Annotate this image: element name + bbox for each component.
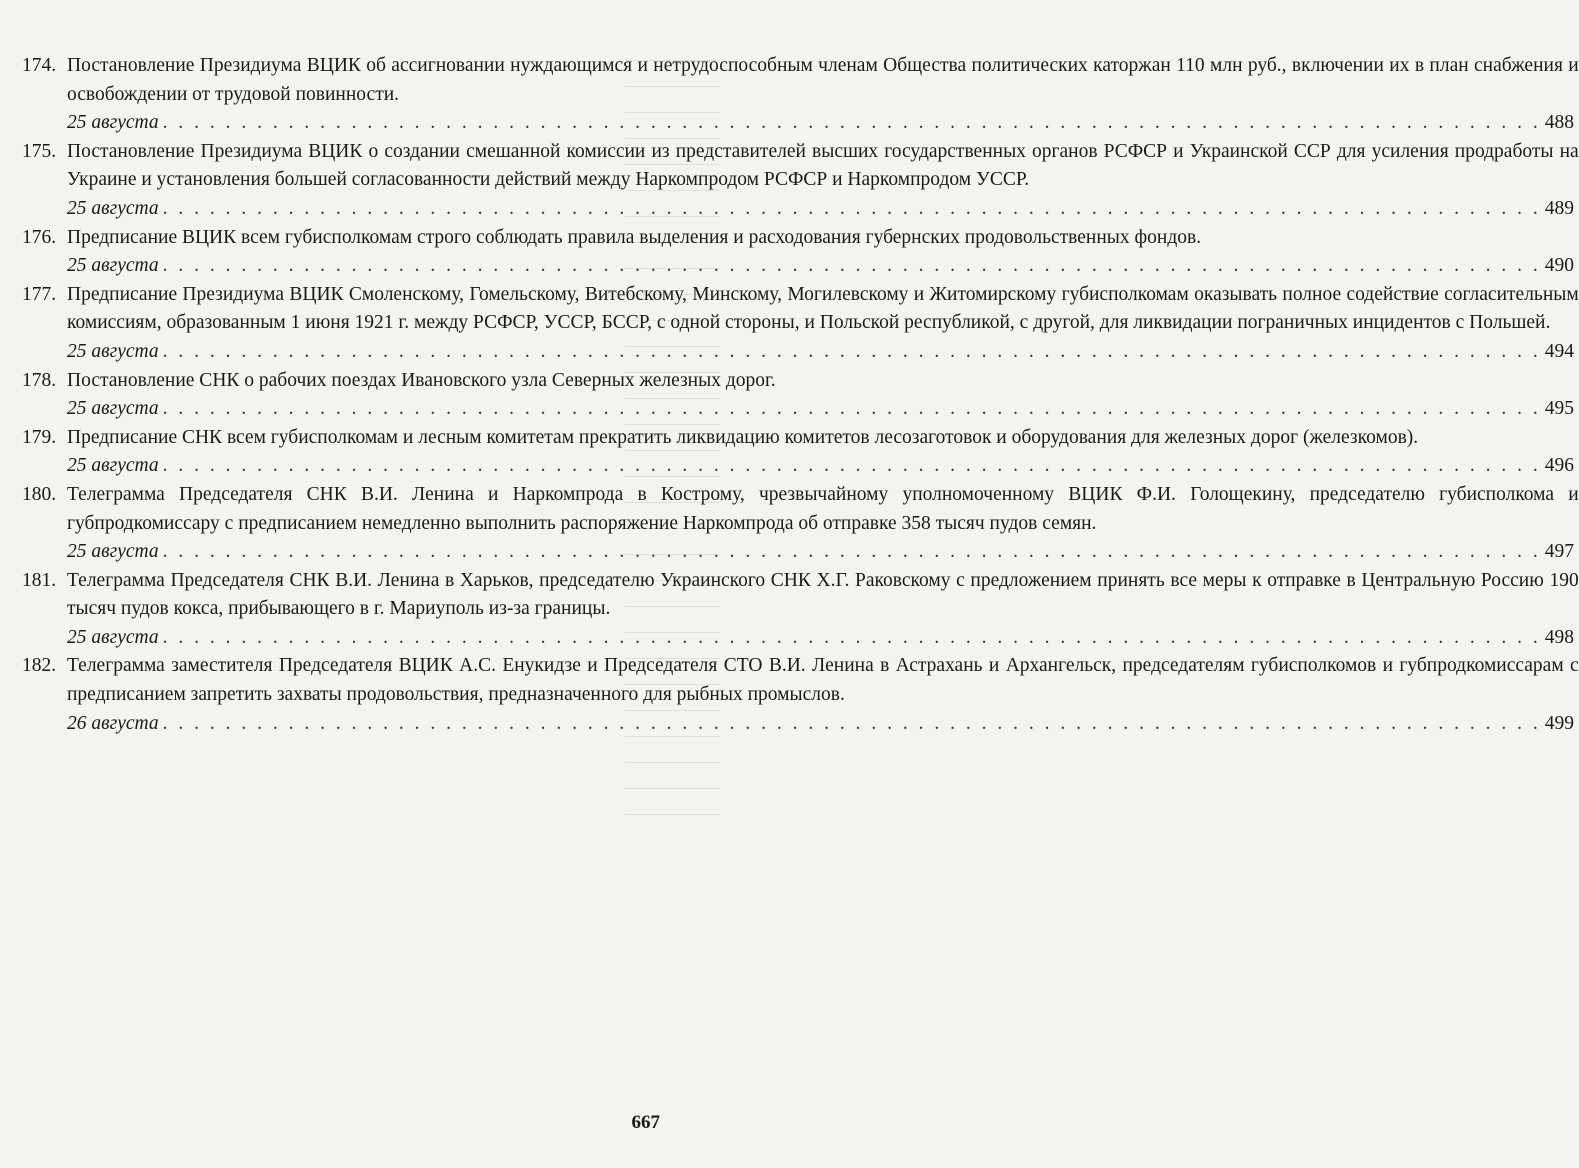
entry-page: 488 <box>1544 112 1574 134</box>
contents-list <box>22 52 1579 738</box>
list-item <box>22 224 1574 281</box>
dot-leader <box>163 452 1541 481</box>
entry-date: 25 августа <box>67 626 159 648</box>
entry-body <box>67 481 1579 567</box>
entry-date: 25 августа <box>67 197 159 219</box>
entry-date: 25 августа <box>67 455 159 477</box>
entry-body <box>67 281 1579 367</box>
entry-number: 175. <box>22 140 57 162</box>
list-item <box>22 281 1579 367</box>
entry-dateline <box>67 338 1579 367</box>
entry-number: 181. <box>22 569 57 591</box>
dot-leader <box>163 338 1541 367</box>
entry-dateline <box>67 109 1579 138</box>
entry-number: 176. <box>22 226 57 248</box>
entry-number: 182. <box>22 655 57 677</box>
list-item <box>22 367 1574 424</box>
entry-body <box>67 52 1579 138</box>
entry-body <box>67 567 1579 653</box>
entry-dateline <box>67 395 1579 424</box>
entry-number: 179. <box>22 426 57 448</box>
dot-leader <box>163 710 1541 739</box>
entry-dateline <box>67 195 1579 224</box>
entry-page: 494 <box>1544 340 1574 362</box>
entry-body <box>67 138 1579 224</box>
dot-leader <box>163 624 1541 653</box>
entry-body <box>67 424 1579 481</box>
entry-dateline <box>67 452 1579 481</box>
entry-date: 25 августа <box>67 112 159 134</box>
entry-number: 180. <box>22 483 57 505</box>
entry-title: Предписание Президиума ВЦИК Смоленскому, Гомельскому, Витебскому, Минскому, Могилевскому и Житомирскому губисполкомам оказывать полное содействие согласительным комиссиям, образованным 1 июня 1921 г. между РСФСР, УССР, БССР, с одной стороны, и Польской республикой, с другой, для ликвидации пограничных инцидентов с Польшей. <box>67 283 1579 334</box>
list-item <box>22 567 1579 653</box>
entry-date: 25 августа <box>67 340 159 362</box>
entry-date: 25 августа <box>67 398 159 420</box>
list-item <box>22 424 1574 481</box>
entry-page: 498 <box>1544 626 1574 648</box>
entry-page: 496 <box>1544 455 1574 477</box>
entry-body <box>67 652 1579 738</box>
entry-dateline <box>67 538 1579 567</box>
entry-dateline <box>67 710 1579 739</box>
list-item <box>22 138 1579 224</box>
entry-body <box>67 367 1579 424</box>
entry-body <box>67 224 1579 281</box>
entry-title: Телеграмма заместителя Председателя ВЦИК А.С. Енукидзе и Председателя СТО В.И. Ленина в Астрахань и Архангельск, председателям губисполкомов и губпродкомиссарам с предписанием запретить захваты продовольствия, предназначенного для рыбных промыслов. <box>67 655 1579 706</box>
entry-title: Постановление Президиума ВЦИК о создании смешанной комиссии из представителей высших государственных органов РСФСР и Украинской ССР для усиления продработы на Украине и установления большей согласованности действий между Наркомпродом РСФСР и Наркомпродом УССР. <box>67 140 1579 191</box>
list-item <box>22 52 1579 138</box>
list-item <box>22 652 1579 738</box>
entry-page: 489 <box>1544 197 1574 219</box>
entry-date: 26 августа <box>67 712 159 734</box>
entry-dateline <box>67 252 1579 281</box>
list-item <box>22 481 1579 567</box>
entry-title: Телеграмма Председателя СНК В.И. Ленина в Харьков, председателю Украинского СНК Х.Г. Раковскому с предложением принять все меры к отправке в Центральную Россию 190 тысяч пудов кокса, прибывающего в г. Мариуполь из-за границы. <box>67 569 1579 620</box>
entry-title: Постановление СНК о рабочих поездах Ивановского узла Северных железных дорог. <box>67 369 776 391</box>
dot-leader <box>163 109 1541 138</box>
entry-title: Предписание СНК всем губисполкомам и лесным комитетам прекратить ликвидацию комитетов лесозаготовок и оборудования для железных дорог (железкомов). <box>67 426 1419 448</box>
entry-dateline <box>67 624 1579 653</box>
dot-leader <box>163 395 1541 424</box>
dot-leader <box>163 538 1541 567</box>
entry-page: 497 <box>1544 541 1574 563</box>
dot-leader <box>163 195 1541 224</box>
entry-page: 499 <box>1544 712 1574 734</box>
entry-date: 25 августа <box>67 255 159 277</box>
entry-title: Предписание ВЦИК всем губисполкомам строго соблюдать правила выделения и расходования губернских продовольственных фондов. <box>67 226 1202 248</box>
entry-number: 174. <box>22 55 57 76</box>
entry-page: 490 <box>1544 255 1574 277</box>
page-number: 667 <box>631 1112 660 1133</box>
entry-page: 495 <box>1544 398 1574 420</box>
entry-number: 178. <box>22 369 57 391</box>
dot-leader <box>163 252 1541 281</box>
entry-number: 177. <box>22 283 57 305</box>
entry-title: Телеграмма Председателя СНК В.И. Ленина и Наркомпрода в Кострому, чрезвычайному уполномоченному ВЦИК Ф.И. Голощекину, председателю губисполкома и губпродкомиссару с предписанием немедленно выполнить распоряжение Наркомпрода об отправке 358 тысяч пудов семян. <box>67 483 1579 534</box>
entry-title: Постановление Президиума ВЦИК об ассигновании нуждающимся и нетрудоспособным членам Общества политических каторжан 110 млн руб., включении их в план снабжения и освобождении от трудовой повинности. <box>67 55 1579 105</box>
entry-date: 25 августа <box>67 541 159 563</box>
